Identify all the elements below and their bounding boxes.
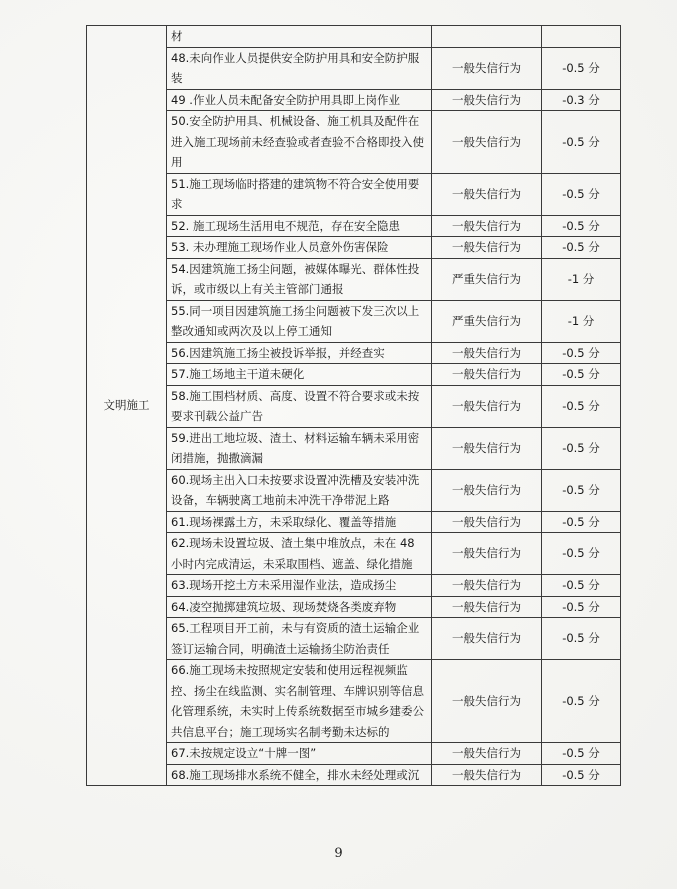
table-row [87,575,621,597]
score-cell: -0.5 分 [542,511,621,533]
penalty-table [86,25,621,786]
table-row [87,469,621,511]
severity-cell: 一般失信行为 [432,215,542,237]
severity-cell: 一般失信行为 [432,596,542,618]
score-cell: -1 分 [542,300,621,342]
table-row [87,427,621,469]
score-cell: -0.5 分 [542,764,621,786]
rule-item-cell: 52. 施工现场生活用电不规范，存在安全隐患 [167,215,432,237]
score-cell: -0.5 分 [542,47,621,89]
score-cell: -0.3 分 [542,89,621,111]
rule-item-cell: 66.施工现场未按照规定安装和使用远程视频监控、扬尘在线监测、实名制管理、车牌识别等信息化管理系统，未实时上传系统数据至市城乡建委公共信息平台；施工现场实名制考勤未达标的 [167,660,432,743]
rule-item-cell: 57.施工场地主干道未硬化 [167,364,432,386]
score-cell: -0.5 分 [542,596,621,618]
score-cell: -0.5 分 [542,385,621,427]
score-cell: -0.5 分 [542,469,621,511]
severity-cell: 严重失信行为 [432,258,542,300]
rule-item-cell: 68.施工现场排水系统不健全，排水未经处理或沉 [167,764,432,786]
rule-item-cell: 58.施工围档材质、高度、设置不符合要求或未按要求刊载公益广告 [167,385,432,427]
score-cell: -0.5 分 [542,237,621,259]
rule-item-cell: 材 [167,26,432,48]
score-cell: -0.5 分 [542,575,621,597]
score-cell: -0.5 分 [542,215,621,237]
rule-item-cell: 56.因建筑施工扬尘被投诉举报，并经查实 [167,342,432,364]
severity-cell: 一般失信行为 [432,89,542,111]
severity-cell: 一般失信行为 [432,764,542,786]
score-cell: -1 分 [542,258,621,300]
table-row [87,215,621,237]
severity-cell: 一般失信行为 [432,511,542,533]
score-cell: -0.5 分 [542,364,621,386]
severity-cell: 一般失信行为 [432,533,542,575]
score-cell: -0.5 分 [542,618,621,660]
severity-cell: 一般失信行为 [432,47,542,89]
rule-item-cell: 62.现场未设置垃圾、渣土集中堆放点，未在 48 小时内完成清运，未采取围档、遮盖、绿化措施 [167,533,432,575]
severity-cell: 一般失信行为 [432,173,542,215]
table-row [87,89,621,111]
table-row [87,300,621,342]
rule-item-cell: 51.施工现场临时搭建的建筑物不符合安全使用要求 [167,173,432,215]
rule-item-cell: 49 .作业人员未配备安全防护用具即上岗作业 [167,89,432,111]
page-number: 9 [334,846,343,861]
score-cell: -0.5 分 [542,660,621,743]
table-row [87,764,621,786]
rule-item-cell: 59.进出工地垃圾、渣土、材料运输车辆未采用密闭措施，抛撒滴漏 [167,427,432,469]
score-cell: -0.5 分 [542,173,621,215]
severity-cell [432,26,542,48]
rule-item-cell: 64.凌空抛掷建筑垃圾、现场焚烧各类废弃物 [167,596,432,618]
table-row [87,533,621,575]
severity-cell: 一般失信行为 [432,364,542,386]
score-cell: -0.5 分 [542,743,621,765]
severity-cell: 一般失信行为 [432,111,542,174]
rule-item-cell: 63.现场开挖土方未采用湿作业法，造成扬尘 [167,575,432,597]
table-row [87,385,621,427]
rule-item-cell: 60.现场主出入口未按要求设置冲洗槽及安装冲洗设备，车辆驶离工地前未冲洗干净带泥上路 [167,469,432,511]
severity-cell: 一般失信行为 [432,237,542,259]
rule-item-cell: 54.因建筑施工扬尘问题，被媒体曝光、群体性投诉，或市级以上有关主管部门通报 [167,258,432,300]
table-row [87,596,621,618]
table-row [87,47,621,89]
score-cell: -0.5 分 [542,533,621,575]
score-cell: -0.5 分 [542,342,621,364]
severity-cell: 一般失信行为 [432,427,542,469]
table-row [87,258,621,300]
severity-cell: 一般失信行为 [432,618,542,660]
severity-cell: 一般失信行为 [432,575,542,597]
score-cell: -0.5 分 [542,111,621,174]
category-cell: 文明施工 [87,26,167,786]
table-row [87,660,621,743]
rule-item-cell: 61.现场裸露土方，未采取绿化、覆盖等措施 [167,511,432,533]
severity-cell: 一般失信行为 [432,743,542,765]
table-row [87,237,621,259]
rule-item-cell: 48.未向作业人员提供安全防护用具和安全防护服装 [167,47,432,89]
severity-cell: 一般失信行为 [432,660,542,743]
rule-item-cell: 67.未按规定设立“十牌一图” [167,743,432,765]
severity-cell: 一般失信行为 [432,342,542,364]
table-row [87,364,621,386]
table-row [87,511,621,533]
table-row [87,342,621,364]
score-cell [542,26,621,48]
severity-cell: 严重失信行为 [432,300,542,342]
table-row [87,743,621,765]
table-row [87,173,621,215]
rule-item-cell: 55.同一项目因建筑施工扬尘问题被下发三次以上整改通知或两次及以上停工通知 [167,300,432,342]
rule-item-cell: 50.安全防护用具、机械设备、施工机具及配件在进入施工现场前未经查验或者查验不合格即投入使用 [167,111,432,174]
table-row [87,111,621,174]
severity-cell: 一般失信行为 [432,469,542,511]
table-row [87,26,621,48]
table-row [87,618,621,660]
rule-item-cell: 65.工程项目开工前，未与有资质的渣土运输企业签订运输合同，明确渣土运输扬尘防治责任 [167,618,432,660]
rule-item-cell: 53. 未办理施工现场作业人员意外伤害保险 [167,237,432,259]
score-cell: -0.5 分 [542,427,621,469]
severity-cell: 一般失信行为 [432,385,542,427]
